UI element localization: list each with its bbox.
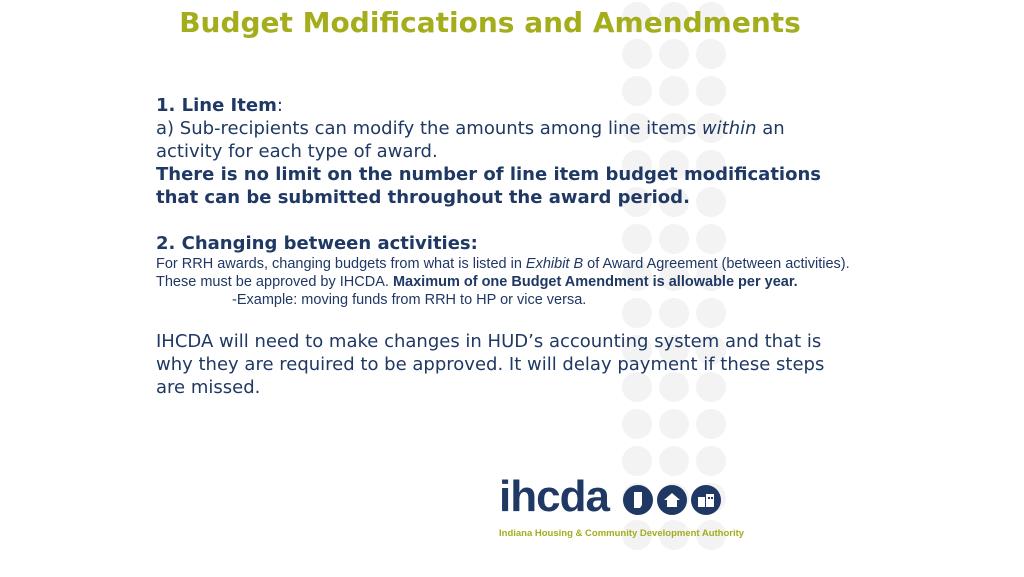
background-dot [622, 39, 652, 69]
logo-icon-group [623, 485, 721, 515]
community-building-icon [691, 485, 721, 515]
background-dot [622, 446, 652, 476]
section2-heading: 2. Changing between activities: [156, 233, 478, 254]
section2-text-emphasis: Exhibit B [525, 256, 584, 272]
section1-heading-line [156, 94, 856, 117]
slide-body [156, 94, 856, 399]
background-dot [696, 409, 726, 439]
section1-heading-colon: : [276, 95, 283, 116]
section1-bold-note: There is no limit on the number of line item budget modifications that can be submitted throughout the award period. [156, 164, 821, 208]
line-a-prefix: a) Sub-recipients can modify the amounts among line items [156, 118, 702, 139]
background-dot [696, 39, 726, 69]
background-dot [659, 409, 689, 439]
background-dot [659, 446, 689, 476]
background-dot [696, 446, 726, 476]
ihcda-logo [499, 472, 745, 540]
section1-line-a [156, 117, 856, 163]
section2-text-middle: of Award Agreement (between activities). These must be approved by IHCDA. [156, 256, 850, 290]
section2-text-bold: Maximum of one Budget Amendment is allowable per year. [392, 274, 798, 290]
section2-text-prefix: For RRH awards, changing budgets from what is listed in [156, 256, 526, 272]
closing-paragraph: IHCDA will need to make changes in HUD’s accounting system and that is why they are required to be approved. It will delay payment if these steps are missed. [156, 331, 825, 398]
background-dot [659, 39, 689, 69]
indiana-state-icon [623, 485, 653, 515]
logo-subtitle: Indiana Housing & Community Development Authority [499, 528, 745, 539]
house-icon [657, 485, 687, 515]
line-a-suffix: an activity for each type of award. [156, 118, 785, 162]
slide-title: Budget Modifications and Amendments [179, 6, 801, 39]
section1-heading: 1. Line Item [156, 95, 277, 116]
logo-wordmark: ihcda [499, 472, 609, 521]
line-a-emphasis: within [701, 118, 757, 139]
section2-example: -Example: moving funds from RRH to HP or vice versa. [232, 292, 587, 308]
background-dot [622, 409, 652, 439]
section2-text [156, 255, 856, 291]
